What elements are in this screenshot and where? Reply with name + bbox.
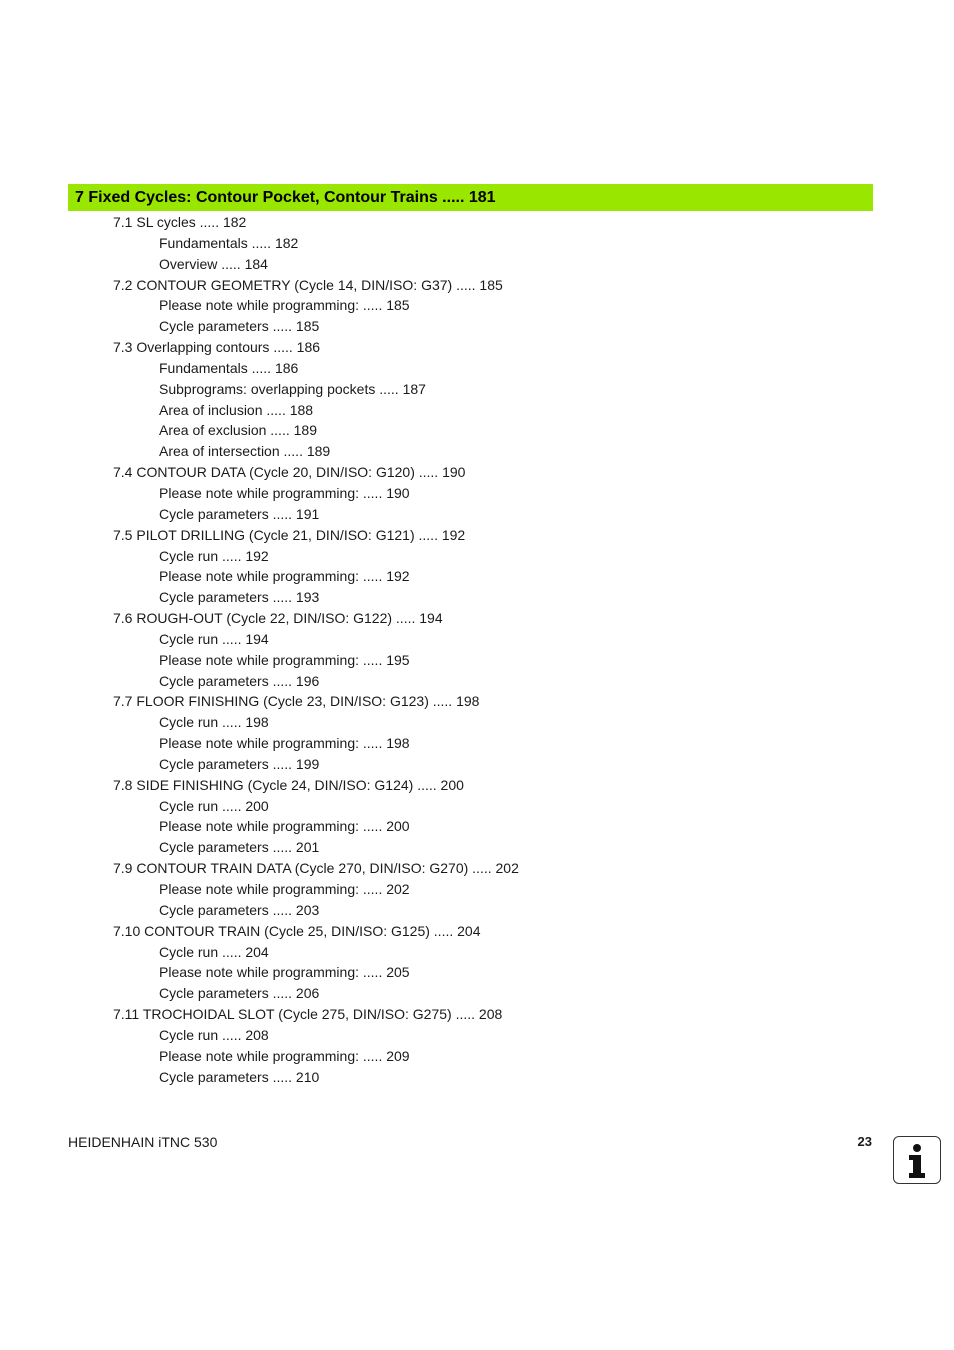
toc-section-entry: 7.9 CONTOUR TRAIN DATA (Cycle 270, DIN/ISO: G270) ..... 202 [113, 860, 519, 877]
toc-subsection-entry: Please note while programming: ..... 200 [159, 818, 410, 835]
toc-subsection-entry: Please note while programming: ..... 209 [159, 1047, 410, 1064]
toc-section-entry: 7.3 Overlapping contours ..... 186 [113, 339, 321, 356]
toc-section-entry: 7.1 SL cycles ..... 182 [113, 214, 247, 230]
toc-subsection-entry: Cycle parameters ..... 201 [159, 839, 320, 856]
toc-subsection-entry: Cycle parameters ..... 185 [159, 318, 320, 335]
toc-section-entry: 7.7 FLOOR FINISHING (Cycle 23, DIN/ISO: G123) ..... 198 [113, 693, 480, 710]
toc-subsection-entry: Please note while programming: ..... 198 [159, 735, 410, 752]
toc-subsection-entry: Cycle run ..... 194 [159, 630, 269, 647]
toc-subsection-entry: Cycle parameters ..... 203 [159, 901, 320, 918]
toc-subsection-entry: Area of exclusion ..... 189 [159, 422, 317, 439]
page-number: 23 [857, 1134, 872, 1149]
toc-section-entry: 7.2 CONTOUR GEOMETRY (Cycle 14, DIN/ISO: G37) ..... 185 [113, 276, 503, 293]
toc-section-entry: 7.5 PILOT DRILLING (Cycle 21, DIN/ISO: G121) ..... 192 [113, 526, 466, 543]
toc-subsection-entry: Please note while programming: ..... 205 [159, 964, 410, 981]
toc-subsection-entry: Please note while programming: ..... 192 [159, 568, 410, 585]
toc-subsection-entry: Cycle run ..... 208 [159, 1026, 269, 1043]
info-icon [893, 1136, 941, 1184]
toc-subsection-entry: Cycle parameters ..... 206 [159, 985, 320, 1002]
toc-subsection-entry: Area of inclusion ..... 188 [159, 401, 314, 418]
toc-subsection-entry: Cycle run ..... 192 [159, 547, 269, 564]
toc-subsection-entry: Please note while programming: ..... 195 [159, 651, 410, 668]
toc-subsection-entry: Please note while programming: ..... 190 [159, 484, 410, 501]
toc-subsection-entry: Please note while programming: ..... 185 [159, 297, 410, 314]
toc-subsection-entry: Cycle parameters ..... 196 [159, 672, 320, 689]
toc-subsection-entry: Fundamentals ..... 182 [159, 234, 299, 251]
toc-subsection-entry: Overview ..... 184 [159, 255, 268, 272]
toc-subsection-entry: Cycle parameters ..... 193 [159, 589, 320, 606]
toc-section-entry: 7.8 SIDE FINISHING (Cycle 24, DIN/ISO: G124) ..... 200 [113, 776, 464, 793]
toc-subsection-entry: Cycle run ..... 200 [159, 797, 269, 814]
toc-subsection-entry: Subprograms: overlapping pockets ..... 187 [159, 380, 426, 397]
toc-subsection-entry: Cycle parameters ..... 191 [159, 505, 320, 522]
toc-subsection-entry: Fundamentals ..... 186 [159, 359, 299, 376]
toc-section-entry: 7.6 ROUGH-OUT (Cycle 22, DIN/ISO: G122) ..... 194 [113, 610, 443, 627]
toc-section-entry: 7.11 TROCHOIDAL SLOT (Cycle 275, DIN/ISO: G275) ..... 208 [113, 1006, 503, 1023]
toc-subsection-entry: Cycle run ..... 204 [159, 943, 269, 960]
toc-section-entry: 7.10 CONTOUR TRAIN (Cycle 25, DIN/ISO: G125) ..... 204 [113, 922, 481, 939]
toc-subsection-entry: Cycle run ..... 198 [159, 714, 269, 731]
chapter-heading: 7 Fixed Cycles: Contour Pocket, Contour Trains ..... 181 [68, 184, 873, 211]
toc-subsection-entry: Area of intersection ..... 189 [159, 443, 331, 460]
toc-subsection-entry: Please note while programming: ..... 202 [159, 881, 410, 897]
footer-title: HEIDENHAIN iTNC 530 [68, 1134, 218, 1150]
info-glyph [894, 1137, 939, 1182]
table-of-contents [0, 212, 900, 1087]
toc-subsection-entry: Cycle parameters ..... 210 [159, 1068, 320, 1085]
toc-subsection-entry: Cycle parameters ..... 199 [159, 755, 320, 772]
toc-section-entry: 7.4 CONTOUR DATA (Cycle 20, DIN/ISO: G120) ..... 190 [113, 464, 466, 481]
